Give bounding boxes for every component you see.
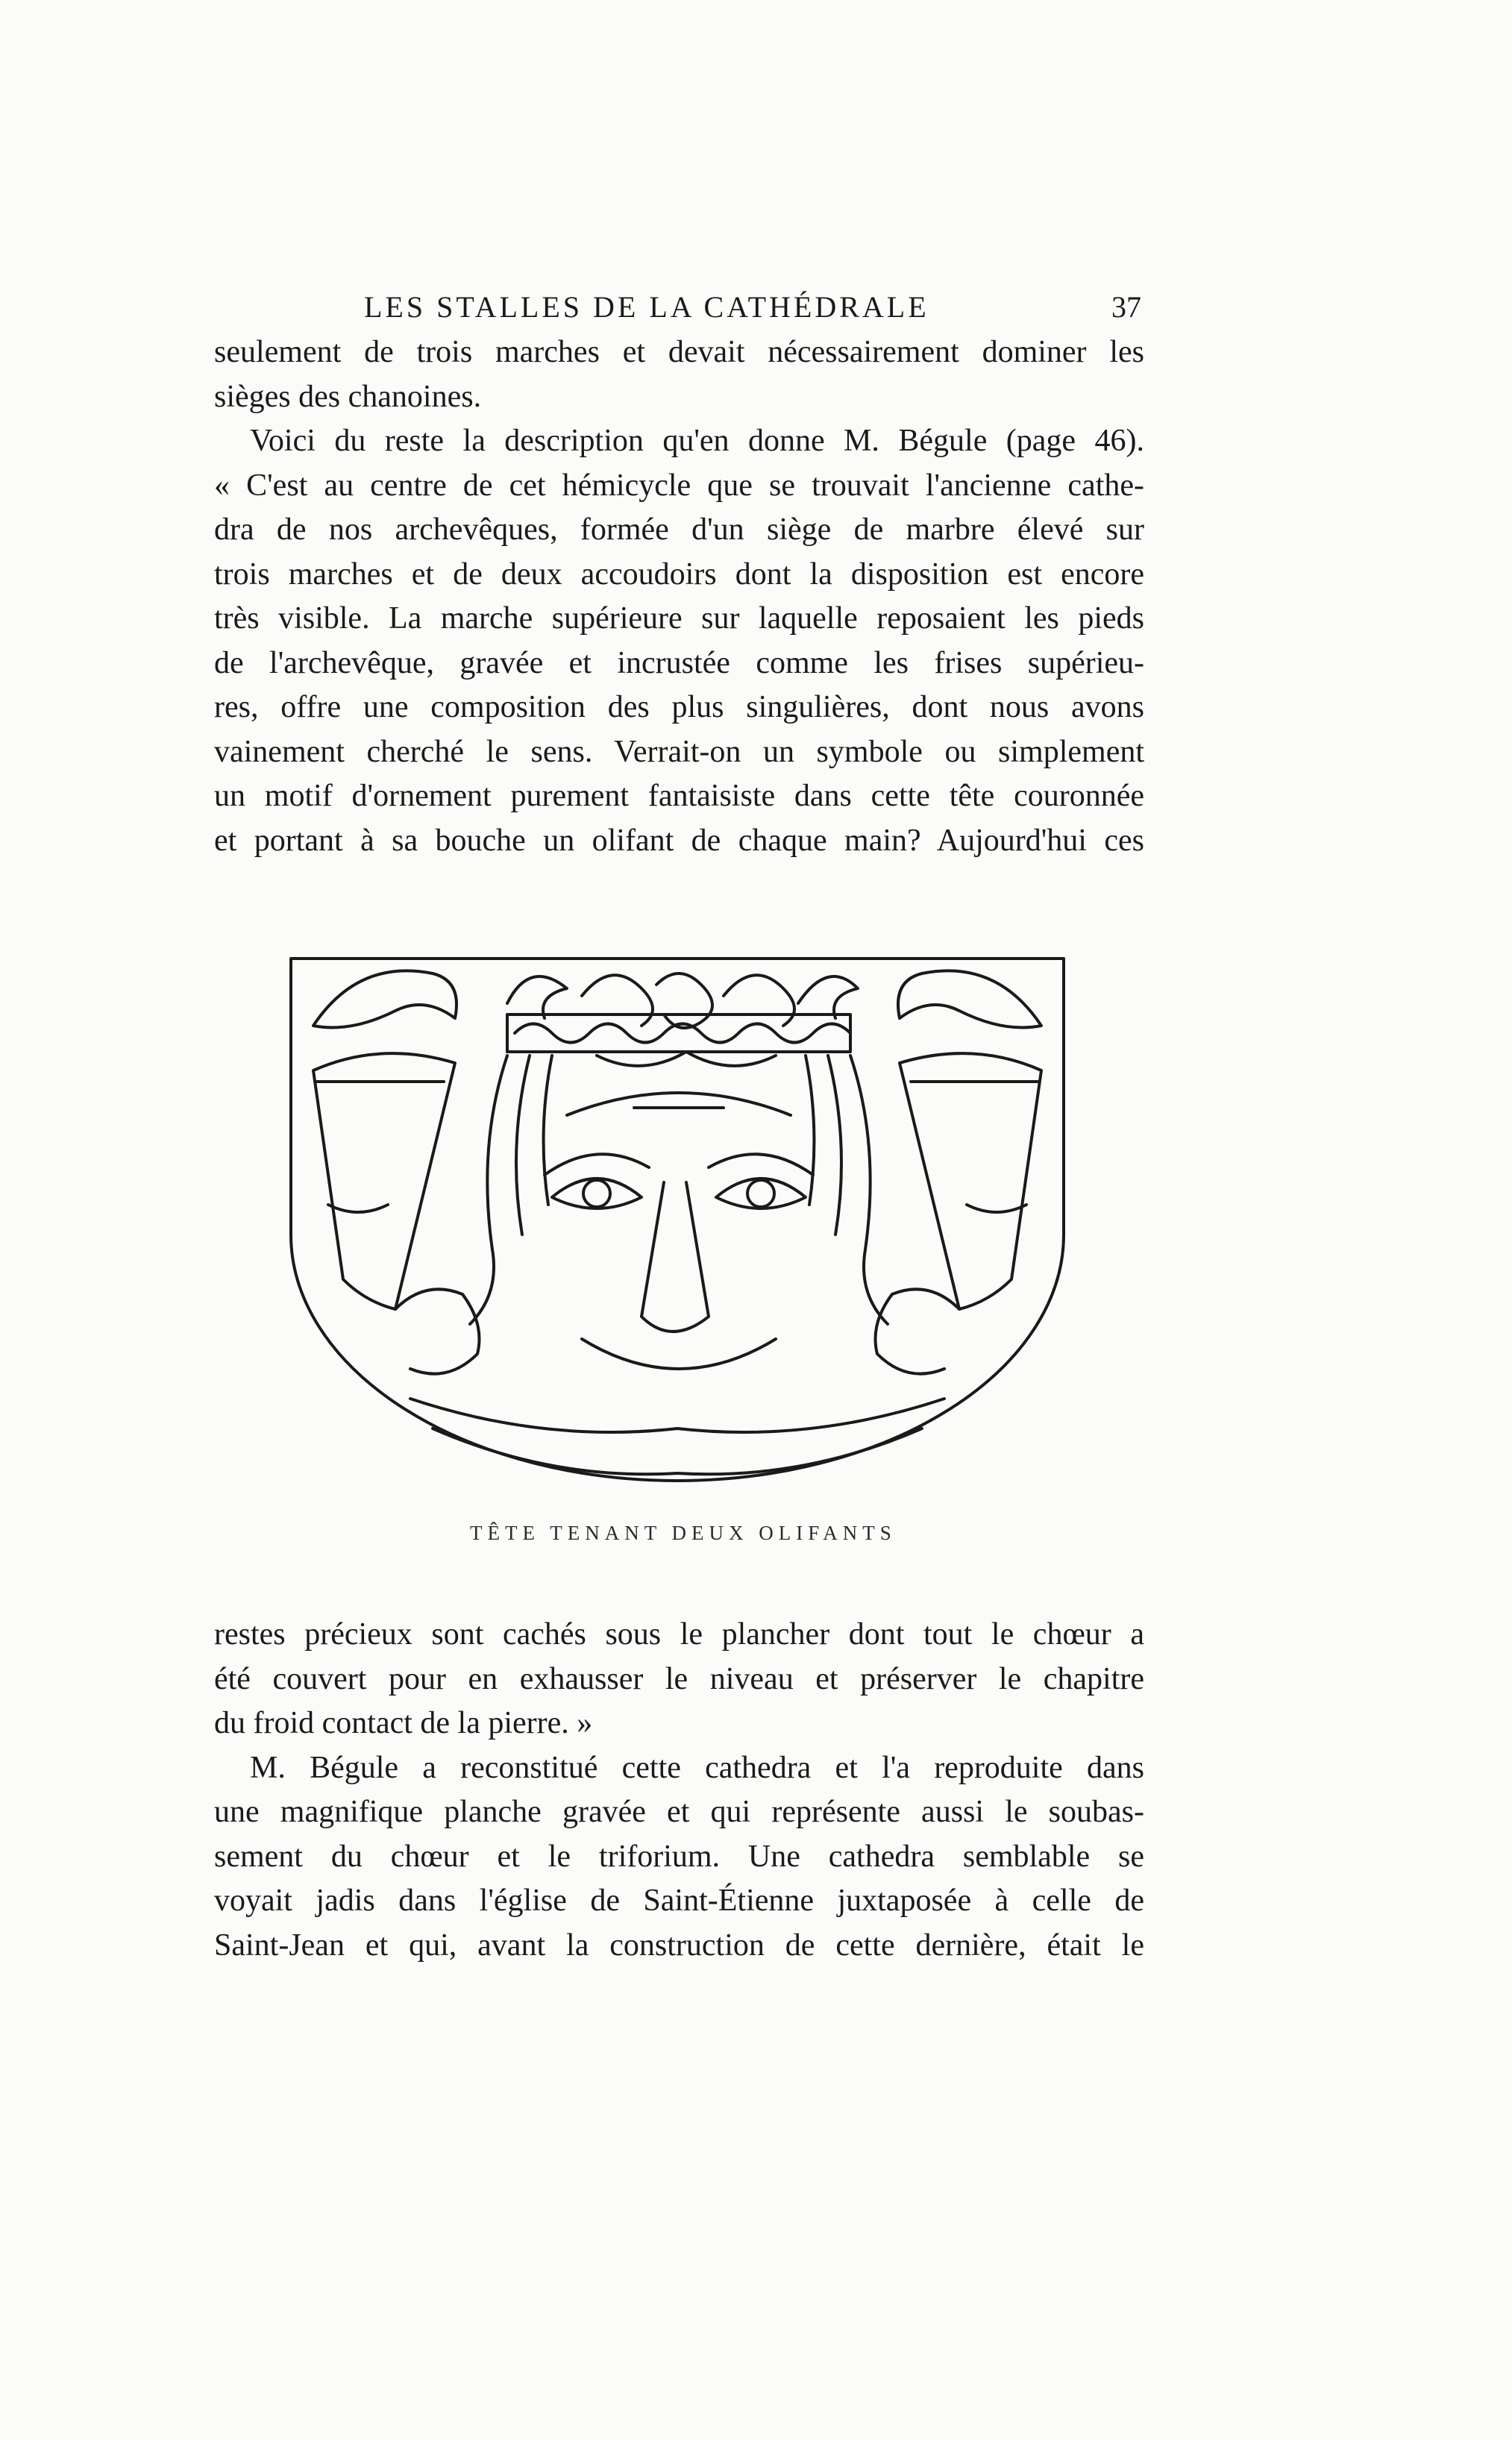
text-line: dra de nos archevêques, formée d'un siège de marbre élevé sur (214, 512, 1144, 547)
text-line: très visible. La marche supérieure sur laquelle reposaient les pieds (214, 601, 1144, 636)
text-line: du froid contact de la pierre. » (214, 1706, 593, 1740)
text-line: été couvert pour en exhausser le niveau et préserver le chapitre (214, 1661, 1144, 1696)
text-line: de l'archevêque, gravée et incrustée comme les frises supérieu- (214, 645, 1144, 680)
text-line: vainement cherché le sens. Verrait-on un symbole ou simplement (214, 734, 1144, 769)
text-line: Voici du reste la description qu'en donne M. Bégule (page 46). (250, 424, 1144, 458)
text-line: M. Bégule a reconstitué cette cathedra et l'a reproduite dans (250, 1750, 1144, 1785)
running-title: LES STALLES DE LA CATHÉDRALE (364, 290, 929, 324)
text-line: un motif d'ornement purement fantaisiste dans cette tête couronnée (214, 779, 1144, 813)
paragraph-block-bottom (214, 1613, 1144, 1968)
page-number: 37 (1111, 290, 1141, 324)
paragraph-block-top (214, 330, 1144, 863)
text-line: restes précieux sont cachés sous le plancher dont tout le chœur a (214, 1617, 1144, 1652)
text-line: res, offre une composition des plus singulières, dont nous avons (214, 690, 1144, 724)
text-line: et portant à sa bouche un olifant de chaque main? Aujourd'hui ces (214, 823, 1144, 858)
text-line: voyait jadis dans l'église de Saint-Étienne juxtaposée à celle de (214, 1884, 1144, 1918)
text-line: une magnifique planche gravée et qui représente aussi le soubas- (214, 1795, 1144, 1829)
engraving-figure (283, 951, 1071, 1503)
text-line: Saint-Jean et qui, avant la construction de cette dernière, était le (214, 1928, 1144, 1963)
text-line: seulement de trois marches et devait nécessairement dominer les (214, 335, 1144, 369)
text-line: sement du chœur et le triforium. Une cathedra semblable se (214, 1839, 1144, 1874)
figure-caption: TÊTE TENANT DEUX OLIFANTS (470, 1522, 897, 1544)
text-line: « C'est au centre de cet hémicycle que se trouvait l'ancienne cathe- (214, 468, 1144, 503)
head-with-two-oliphants-engraving (283, 951, 1071, 1503)
text-line: trois marches et de deux accoudoirs dont la disposition est encore (214, 556, 1144, 592)
text-line: sièges des chanoines. (214, 379, 482, 414)
